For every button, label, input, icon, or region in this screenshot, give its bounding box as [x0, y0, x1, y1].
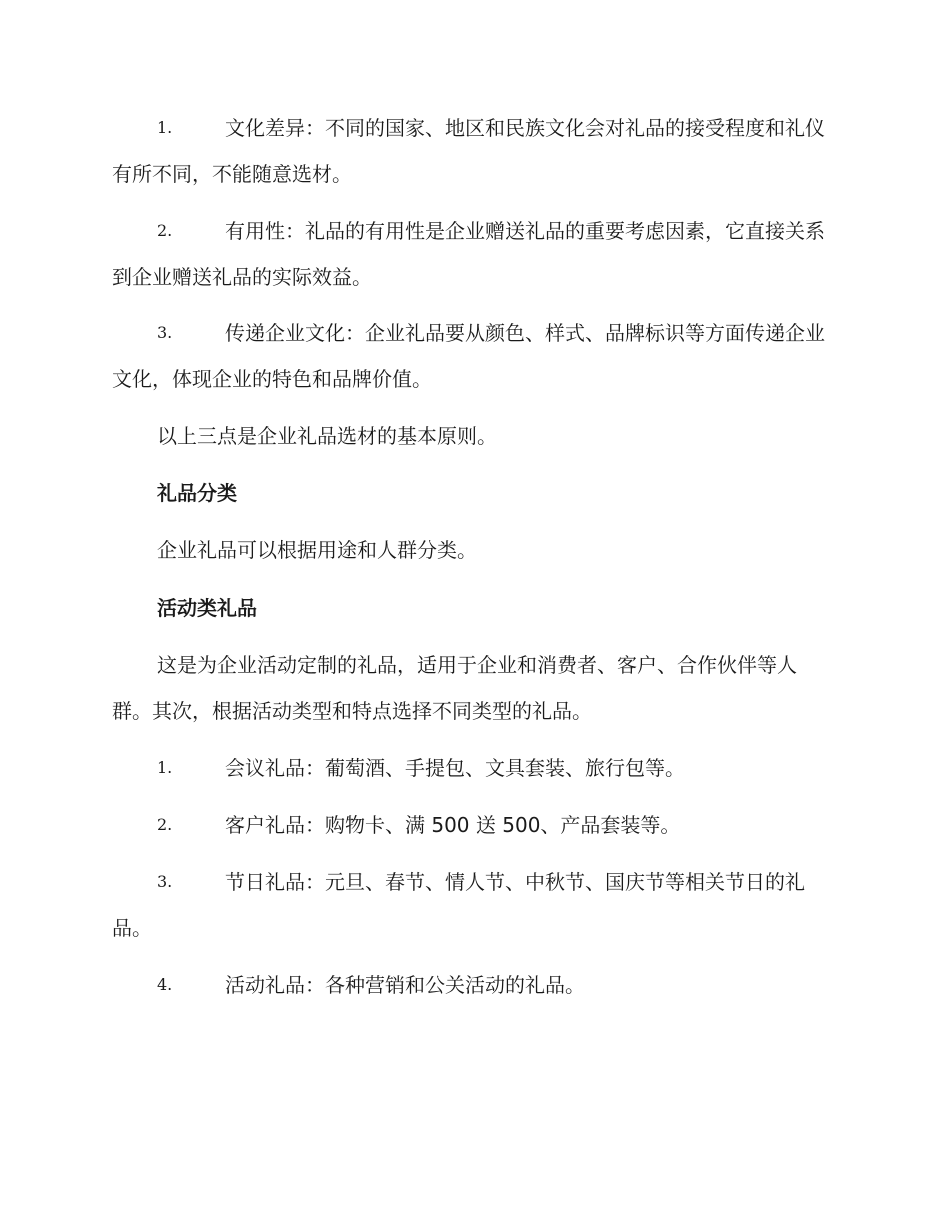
list-item: [112, 802, 832, 848]
list-number: 1.: [157, 118, 173, 137]
list-item: [112, 962, 832, 1008]
list-number: 3.: [157, 323, 173, 342]
list-number: 1.: [157, 758, 173, 777]
list-number: 3.: [157, 872, 173, 891]
categories-intro-paragraph: 企业礼品可以根据用途和人群分类。: [157, 538, 477, 562]
list-item: [112, 105, 832, 197]
list-number: 4.: [157, 975, 173, 994]
list-item: [112, 310, 832, 402]
list-item: [112, 859, 832, 951]
list-item: [112, 745, 832, 791]
summary-paragraph: 以上三点是企业礼品选材的基本原则。: [157, 424, 497, 448]
list-text: 活动礼品：各种营销和公关活动的礼品。: [225, 973, 585, 997]
list-text: 传递企业文化：企业礼品要从颜色、样式、品牌标识等方面传递企业文化，体现企业的特色和品牌价值。: [112, 321, 825, 391]
list-text: 节日礼品：元旦、春节、情人节、中秋节、国庆节等相关节日的礼品。: [112, 870, 805, 940]
activity-intro-paragraph: 这是为企业活动定制的礼品，适用于企业和消费者、客户、合作伙伴等人群。其次，根据活动类型和特点选择不同类型的礼品。: [112, 653, 797, 723]
list-number: 2.: [157, 815, 173, 834]
list-text: 会议礼品：葡萄酒、手提包、文具套装、旅行包等。: [225, 756, 685, 780]
list-text: 文化差异：不同的国家、地区和民族文化会对礼品的接受程度和礼仪有所不同，不能随意选材。: [112, 116, 825, 186]
section-heading: 活动类礼品: [157, 596, 257, 620]
list-item: [112, 208, 832, 300]
list-text: 客户礼品：购物卡、满 500 送 500、产品套装等。: [225, 813, 681, 837]
list-number: 2.: [157, 221, 173, 240]
section-heading: 礼品分类: [157, 481, 237, 505]
list-text: 有用性：礼品的有用性是企业赠送礼品的重要考虑因素，它直接关系到企业赠送礼品的实际效益。: [112, 219, 825, 289]
